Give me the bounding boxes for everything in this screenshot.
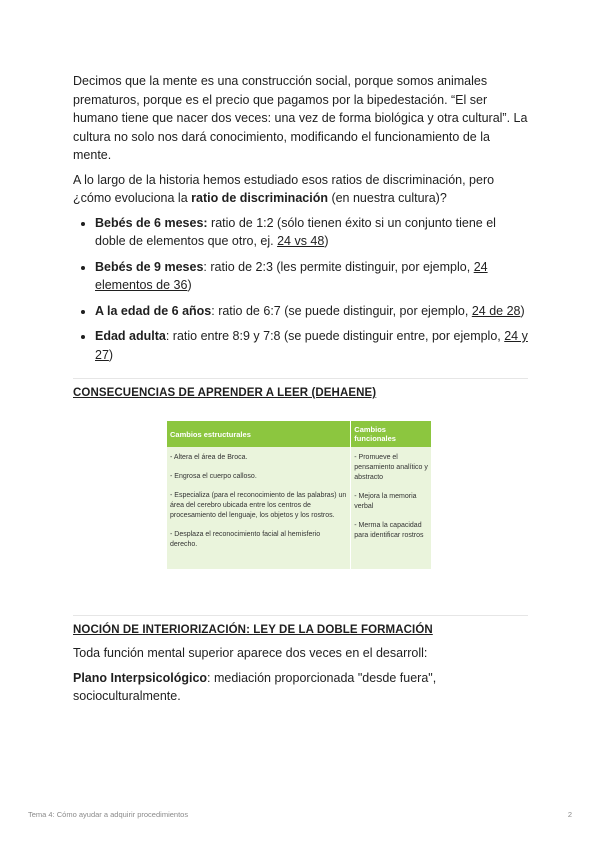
intro-paragraph: Decimos que la mente es una construcción social, porque somos animales prematuros, porque es el precio que pagamos por la bipedestación. “El ser humano tiene que nacer dos veces: una vez de forma biológica y otra cultural”. La cultura no solo nos dará conocimiento, modificando el funcionamiento de la mente.: [73, 74, 528, 162]
list-item: [95, 302, 528, 321]
table-cell-item: - Mejora la memoria verbal: [354, 493, 417, 510]
interpsychological-paragraph: [73, 669, 528, 706]
table-cell-item: - Especializa (para el reconocimiento de las palabras) un área del cerebro ubicada entre los centros de procesamiento del lenguaje, los objetos y los rostros.: [170, 492, 347, 519]
ratio-question-end: (en nuestra cultura)?: [327, 191, 447, 205]
list-item-end: ): [520, 303, 525, 318]
list-item-title: Bebés de 6 meses:: [95, 215, 208, 230]
table-cell-item: - Desplaza el reconocimiento facial al hemisferio derecho.: [170, 531, 321, 548]
list-item-link[interactable]: 24 vs 48: [277, 234, 325, 248]
table-cell-item: - Engrosa el cuerpo calloso.: [170, 473, 257, 480]
interpsychological-term: Plano Interpsicológico: [73, 670, 208, 685]
table-cell-functional: [351, 447, 431, 569]
table-header-structural: Cambios estructurales: [167, 421, 351, 447]
list-item-text: : ratio de 2:3 (les permite distinguir, por ejemplo,: [203, 259, 474, 274]
page-number: 2: [567, 810, 572, 819]
list-item-title: A la edad de 6 años: [95, 303, 212, 318]
section-divider: [73, 615, 528, 616]
list-item-link[interactable]: 24 y 27: [95, 329, 528, 362]
section-heading-reading: CONSECUENCIAS DE APRENDER A LEER (DEHAENE): [73, 387, 377, 399]
list-item-title: Bebés de 9 meses: [95, 259, 204, 274]
list-item-end: ): [324, 234, 329, 248]
footer-title: Tema 4: Cómo ayudar a adquirir procedimientos: [28, 810, 189, 819]
list-item-text: : ratio de 6:7 (se puede distinguir, por ejemplo,: [211, 303, 472, 318]
internalization-paragraph: Toda función mental superior aparece dos veces en el desarroll:: [73, 646, 428, 660]
section-heading-internalization: NOCIÓN DE INTERIORIZACIÓN: LEY DE LA DOBLE FORMACIÓN: [73, 624, 433, 636]
ratio-question-start: A lo largo de la historia hemos estudiado esos ratios de discriminación, pero ¿cómo evoluciona la: [73, 172, 495, 205]
page-footer: [28, 810, 572, 819]
table-header-functional: Cambios funcionales: [351, 421, 431, 447]
table-cell-item: - Merma la capacidad para identificar rostros: [354, 522, 424, 539]
list-item-link[interactable]: 24 de 28: [471, 303, 521, 318]
table-cell-structural: [167, 447, 351, 569]
ratio-list: [73, 214, 528, 365]
section-divider: [73, 378, 528, 379]
interpsychological-text: : mediación proporcionada "desde fuera", socioculturalmente.: [73, 670, 437, 703]
list-item-text: : ratio entre 8:9 y 7:8 (se puede distinguir entre, por ejemplo,: [165, 329, 505, 343]
list-item-link[interactable]: 24 elementos de 36: [95, 259, 488, 292]
reading-consequences-table: [167, 421, 431, 569]
list-item-end: ): [187, 278, 192, 292]
table-row: [167, 447, 431, 569]
table-cell-item: - Promueve el pensamiento analítico y abstracto: [354, 454, 428, 481]
list-item: [95, 258, 528, 295]
list-item: [95, 327, 528, 364]
list-item-text: ratio de 1:2 (sólo tienen éxito si un conjunto tiene el doble de elementos que otro, ej.: [95, 215, 496, 248]
table-header-row: [167, 421, 431, 447]
list-item-end: ): [108, 347, 114, 362]
page-content: [73, 72, 528, 712]
ratio-term: ratio de discriminación: [191, 191, 328, 205]
list-item-title: Edad adulta: [95, 329, 166, 343]
list-item: [95, 214, 528, 251]
ratio-question-paragraph: [73, 171, 528, 208]
table-cell-item: - Altera el área de Broca.: [170, 454, 248, 461]
